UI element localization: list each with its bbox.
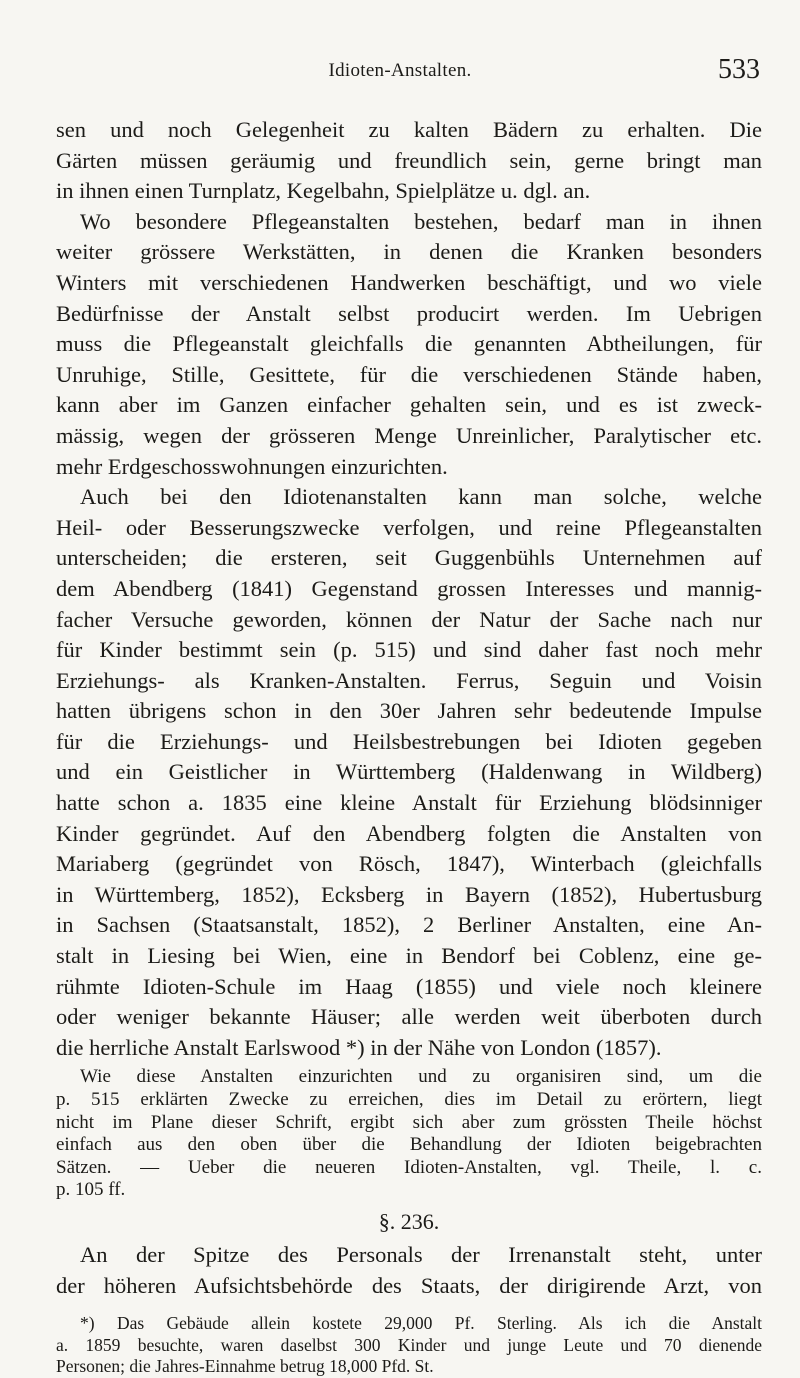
text-line: Erziehungs- als Kranken-Anstalten. Ferrus, Seguin und Voisin [56, 667, 762, 693]
text-line: An der Spitze des Personals der Irrenanstalt steht, unter [80, 1241, 762, 1267]
paragraph-idiot-institutions [56, 482, 762, 1063]
text-line: in Württemberg, 1852), Ecksberg in Bayern (1852), Hubertusburg [56, 881, 762, 907]
text-line: für Kinder bestimmt sein (p. 515) und sind daher fast noch mehr [56, 637, 762, 663]
footnote [56, 1313, 762, 1378]
paragraph-gardens [56, 115, 762, 207]
text-line: hatten übrigens schon in den 30er Jahren sehr bedeutende Impulse [56, 698, 762, 724]
footnote-line: a. 1859 besuchte, waren daselbst 300 Kinder und junge Leute und 70 dienende [56, 1334, 762, 1355]
small-print-note [56, 1066, 762, 1202]
text-line: rühmte Idioten-Schule im Haag (1855) und viele noch kleinere [56, 973, 762, 999]
paragraph-personnel [56, 1240, 762, 1301]
note-line: p. 105 ff. [56, 1179, 126, 1201]
text-line: Wo besondere Pflegeanstalten bestehen, bedarf man in ihnen [80, 208, 762, 234]
text-line: muss die Pflegeanstalt gleichfalls die genannten Abtheilungen, für [56, 331, 762, 357]
text-line: mässig, wegen der grösseren Menge Unreinlicher, Paralytischer etc. [56, 422, 762, 448]
text-line: dem Abendberg (1841) Gegenstand grossen Interesses und mannig- [56, 575, 762, 601]
text-line: der höheren Aufsichtsbehörde des Staats, der dirigirende Arzt, von [56, 1272, 762, 1298]
text-line: die herrliche Anstalt Earlswood *) in der Nähe von London (1857). [56, 1034, 662, 1060]
paragraph-care-institutions [56, 207, 762, 482]
text-line: unterscheiden; die ersteren, seit Guggenbühls Unternehmen auf [56, 545, 762, 571]
text-line: Bedürfnisse der Anstalt selbst producirt werden. Im Uebrigen [56, 300, 762, 326]
text-line: in Sachsen (Staatsanstalt, 1852), 2 Berliner Anstalten, eine An- [56, 912, 762, 938]
text-line: in ihnen einen Turnplatz, Kegelbahn, Spielplätze u. dgl. an. [56, 178, 591, 204]
text-line: Unruhige, Stille, Gesittete, für die verschiedenen Stände haben, [56, 361, 762, 387]
text-line: kann aber im Ganzen einfacher gehalten sein, und es ist zweck- [56, 392, 762, 418]
text-line: und ein Geistlicher in Württemberg (Haldenwang in Wildberg) [56, 759, 762, 785]
footnote-line: Personen; die Jahres-Einnahme betrug 18,000 Pfd. St. [56, 1356, 434, 1377]
text-line: Winters mit verschiedenen Handwerken beschäftigt, und wo viele [56, 269, 762, 295]
text-line: weiter grössere Werkstätten, in denen die Kranken besonders [56, 239, 762, 265]
text-line: Mariaberg (gegründet von Rösch, 1847), Winterbach (gleichfalls [56, 851, 762, 877]
text-line: stalt in Liesing bei Wien, eine in Bendorf bei Coblenz, eine ge- [56, 943, 762, 969]
text-line: hatte schon a. 1835 eine kleine Anstalt für Erziehung blödsinniger [56, 790, 762, 816]
footnote-line: *) Das Gebäude allein kostete 29,000 Pf. Sterling. Als ich die Anstalt [80, 1313, 762, 1334]
text-line: Gärten müssen geräumig und freundlich sein, gerne bringt man [56, 147, 762, 173]
text-line: mehr Erdgeschosswohnungen einzurichten. [56, 453, 448, 479]
note-line: nicht im Plane dieser Schrift, ergibt sich aber zum grössten Theile höchst [56, 1111, 762, 1133]
body-text [56, 115, 762, 1378]
note-line: p. 515 erklärten Zwecke zu erreichen, dies im Detail zu erörtern, liegt [56, 1089, 762, 1110]
text-line: Heil- oder Besserungszwecke verfolgen, und reine Pflegeanstalten [56, 514, 762, 540]
note-line: einfach aus den oben über die Behandlung der Idioten beigebrachten [56, 1134, 762, 1156]
text-line: Auch bei den Idiotenanstalten kann man solche, welche [80, 484, 762, 510]
text-line: für die Erziehungs- und Heilsbestrebungen bei Idioten gegeben [56, 728, 762, 754]
section-heading: §. 236. [378, 1208, 440, 1234]
page-number: 533 [718, 54, 760, 85]
text-line: sen und noch Gelegenheit zu kalten Bädern zu erhalten. Die [56, 117, 762, 142]
note-line: Sätzen. — Ueber die neueren Idioten-Anstalten, vgl. Theile, l. c. [56, 1156, 762, 1178]
text-line: Kinder gegründet. Auf den Abendberg folgten die Anstalten von [56, 820, 762, 846]
text-line: facher Versuche geworden, können der Natur der Sache nach nur [56, 606, 762, 632]
text-line: oder weniger bekannte Häuser; alle werden weit überboten durch [56, 1004, 762, 1030]
note-line: Wie diese Anstalten einzurichten und zu organisiren sind, um die [80, 1066, 762, 1088]
running-head: Idioten-Anstalten. [328, 60, 472, 81]
